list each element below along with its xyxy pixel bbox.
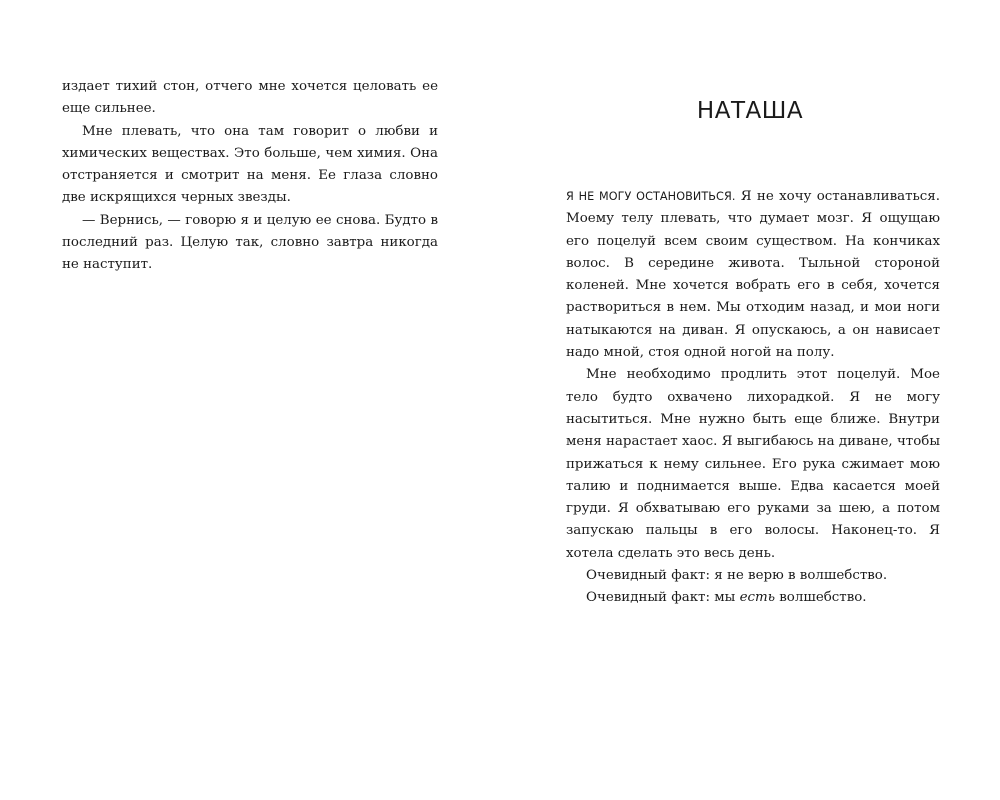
left-page-text: [62, 76, 438, 277]
paragraph: издает тихий стон, отчего мне хочется целовать ее еще сильнее.: [62, 79, 438, 117]
right-page-text: [566, 186, 940, 610]
chapter-title: НАТАША: [696, 98, 804, 124]
paragraph: Мне необходимо продлить этот поцелуй. Мое тело будто охвачено лихорадкой. Я не могу насытиться. Мне нужно быть еще ближе. Внутри меня нарастает хаос. Я выгибаюсь на диване, чтобы прижаться к нему сильнее. Его рука сжимает мою талию и поднимается выше. Едва касается моей груди. Я обхватываю его руками за шею, а потом запускаю пальцы в его волосы. Наконец-то. Я хотела сделать это весь день.: [566, 367, 940, 561]
paragraph: — Вернись, — говорю я и целую ее снова. Будто в последний раз. Целую так, словно завтра никогда не наступит.: [62, 212, 438, 273]
right-page: [500, 0, 1000, 800]
paragraph: Мне плевать, что она там говорит о любви и химических веществах. Это больше, чем химия. Она отстраняется и смотрит на меня. Ее глаза словно две искрящихся черных звезды.: [62, 123, 438, 206]
first-paragraph-text: Я не хочу останавливаться. Моему телу плевать, что думает мозг. Я ощущаю его поцелуй всем своим существом. На кончиках волос. В середине живота. Тыльной стороной коленей. Мне хочется вобрать его в себя, хочется раствориться в нем. Мы отходим назад, и мои ноги натыкаются на диван. Я опускаюсь, а он нависает надо мной, стоя одной ногой на полу.: [566, 189, 940, 361]
last-paragraph-before: Очевидный факт: мы: [586, 590, 740, 606]
emphasis-word: есть: [739, 590, 775, 606]
last-paragraph-after: волшебство.: [775, 590, 867, 606]
paragraph: Очевидный факт: я не верю в волшебство.: [586, 568, 888, 584]
first-paragraph: [566, 186, 940, 364]
chapter-lead-in: Я НЕ МОГУ ОСТАНОВИТЬСЯ.: [566, 190, 736, 203]
last-paragraph: [566, 587, 940, 609]
